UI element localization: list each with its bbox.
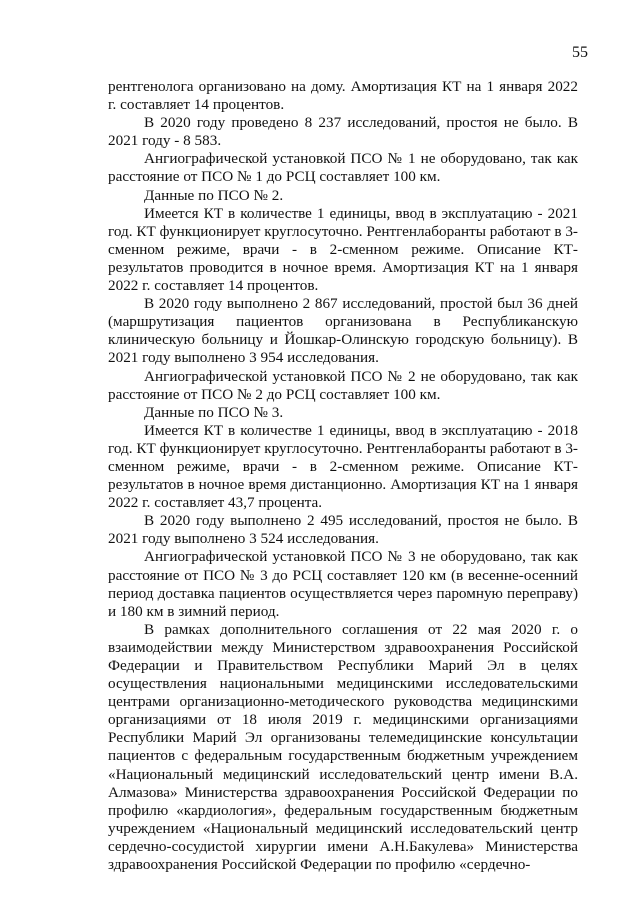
paragraph: В 2020 году выполнено 2 867 исследований, простой был 36 дней (маршрутизация пациентов организована в Республиканскую клиническую больницу и Йошкар-Олинскую городскую больницу). В 2021 году выполнено 3 954 исследования. bbox=[108, 295, 578, 367]
section-heading: Данные по ПСО № 2. bbox=[144, 186, 284, 204]
paragraph: Имеется КТ в количестве 1 единицы, ввод в эксплуатацию - 2018 год. КТ функционирует круглосуточно. Рентгенлаборанты работают в 3-сменном режиме, врачи - в 2-сменном режиме. Описание КТ-результатов в ночное время дистанционно. Амортизация КТ на 1 января 2022 г. составляет 43,7 процента. bbox=[108, 421, 578, 512]
paragraph: Ангиографической установкой ПСО № 2 не оборудовано, так как расстояние от ПСО № 2 до РСЦ составляет 100 км. bbox=[108, 367, 578, 403]
page-number: 55 bbox=[572, 44, 588, 61]
paragraph: В 2020 году проведено 8 237 исследований, простоя не было. В 2021 году - 8 583. bbox=[108, 114, 578, 150]
section-heading: Данные по ПСО № 3. bbox=[144, 403, 284, 421]
paragraph: Ангиографической установкой ПСО № 1 не оборудовано, так как расстояние от ПСО № 1 до РСЦ составляет 100 км. bbox=[108, 150, 578, 186]
paragraph: рентгенолога организовано на дому. Амортизация КТ на 1 января 2022 г. составляет 14 процентов. bbox=[108, 78, 578, 114]
document-body bbox=[108, 78, 578, 874]
paragraph: Ангиографической установкой ПСО № 3 не оборудовано, так как расстояние от ПСО № 3 до РСЦ составляет 120 км (в весенне-осенний период доставка пациентов осуществляется через паромную переправу) и 180 км в зимний период. bbox=[108, 548, 578, 620]
paragraph: Имеется КТ в количестве 1 единицы, ввод в эксплуатацию - 2021 год. КТ функционирует круглосуточно. Рентгенлаборанты работают в 3-сменном режиме, врачи - в 2-сменном режиме. Описание КТ-результатов проводится в ночное время. Амортизация КТ на 1 января 2022 г. составляет 14 процентов. bbox=[108, 204, 578, 295]
paragraph: В рамках дополнительного соглашения от 22 мая 2020 г. о взаимодействии между Министерством здравоохранения Российской Федерации и Правительством Республики Марий Эл в целях осуществления национальными медицинскими исследовательскими центрами организационно-методического руководства медицинскими организациями от 18 июля 2019 г. медицинскими организациями Республики Марий Эл организованы телемедицинские консультации пациентов с федеральным государственным бюджетным учреждением «Национальный медицинский исследовательский центр имени В.А. Алмазова» Министерства здравоохранения Российской Федерации по профилю «кардиология», федеральным государственным бюджетным учреждением «Национальный медицинский исследовательский центр сердечно-сосудистой хирургии имени А.Н.Бакулева» Министерства здравоохранения Российской Федерации по профилю «сердечно- bbox=[108, 620, 578, 874]
paragraph: В 2020 году выполнено 2 495 исследований, простоя не было. В 2021 году выполнено 3 524 исследования. bbox=[108, 512, 578, 548]
